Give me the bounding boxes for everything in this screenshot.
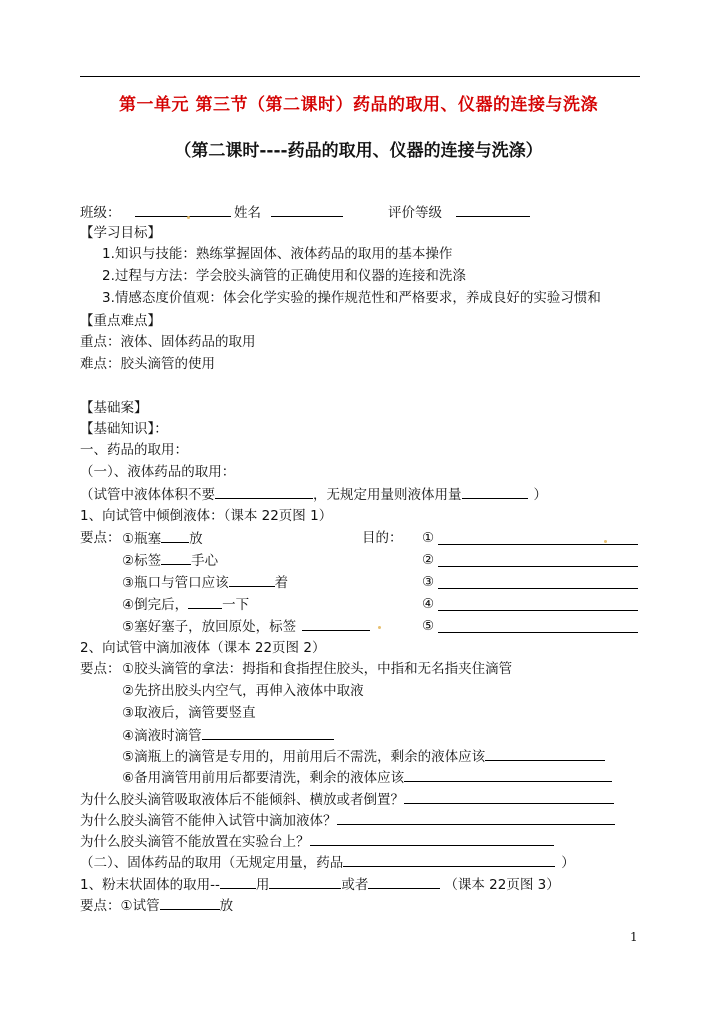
pour-point-1: ①瓶塞 放	[122, 528, 203, 549]
pour-point-5: ⑤塞好塞子，放回原处，标签	[122, 616, 370, 637]
pour-point-2: ②标签 手心	[122, 550, 218, 571]
difficulty-point: 难点：胶头滴管的使用	[80, 356, 215, 372]
class-blank[interactable]	[135, 202, 231, 217]
purpose-mark-1: ①	[422, 530, 435, 546]
goal-item: 3.情感态度价值观：体会化学实验的操作规范性和严格要求，养成良好的实验习惯和	[102, 290, 601, 306]
drop-blank-4[interactable]	[202, 725, 334, 740]
drop-point-2: ②先挤出胶头内空气，再伸入液体中取液	[122, 683, 364, 699]
note-part-b: ，无规定用量则液体用量	[313, 487, 462, 503]
purpose-mark-5: ⑤	[422, 618, 435, 634]
purpose-blank-4[interactable]	[438, 610, 638, 611]
keypoints-heading: 【重点难点】	[80, 313, 161, 329]
purpose-blank-1[interactable]	[438, 544, 638, 545]
purpose-mark-3: ③	[422, 574, 435, 590]
page-number: 1	[630, 930, 638, 944]
speck	[187, 216, 190, 219]
note-part-c: ）	[533, 487, 547, 503]
basics-heading: 【基础案】	[80, 400, 148, 416]
liquid-volume-note	[80, 484, 547, 505]
grade-label: 评价等级	[388, 205, 442, 221]
points-label-2: 要点：	[80, 661, 121, 677]
note-part-a: （试管中液体体积不要	[80, 487, 215, 503]
key-point: 重点：液体、固体药品的取用	[80, 334, 256, 350]
drop-point-4: ④滴液时滴管	[122, 725, 334, 746]
why-question-1: 为什么胶头滴管吸取液体后不能倾斜、横放或者倒置？	[80, 789, 614, 810]
pour-blank-4[interactable]	[188, 594, 222, 609]
powder-blank-3[interactable]	[160, 895, 220, 910]
grade-blank[interactable]	[456, 202, 530, 217]
name-field	[234, 202, 343, 223]
question-pour: 1、向试管中倾倒液体：（课本 22页图 1）	[80, 508, 333, 524]
why-blank-2[interactable]	[337, 810, 615, 825]
pour-blank-3[interactable]	[229, 572, 275, 587]
powder-tool-blank-2[interactable]	[368, 874, 440, 889]
drop-point-3: ③取液后，滴管要竖直	[122, 705, 256, 721]
speck	[378, 626, 381, 629]
volume-limit-blank[interactable]	[215, 484, 313, 499]
drop-point-1: ①胶头滴管的拿法：拇指和食指捏住胶头，中指和无名指夹住滴管	[122, 661, 513, 677]
why-question-2: 为什么胶头滴管不能伸入试管中滴加液体？	[80, 810, 615, 831]
why-blank-1[interactable]	[404, 789, 614, 804]
class-label: 班级：	[80, 205, 121, 221]
subsection-liquid: （一）、液体药品的取用：	[80, 464, 236, 480]
page-subtitle: （第二课时----药品的取用、仪器的连接与洗涤）	[174, 141, 543, 161]
subsection-solid: （二）、固体药品的取用（无规定用量，药品 ）	[80, 852, 575, 873]
section-1-heading: 一、药品的取用：	[80, 442, 188, 458]
drop-blank-6[interactable]	[404, 767, 612, 782]
purpose-blank-5[interactable]	[438, 632, 638, 633]
drop-point-6: ⑥备用滴管用前用后都要清洗，剩余的液体应该	[122, 767, 612, 788]
solid-blank[interactable]	[343, 852, 555, 867]
purpose-mark-4: ④	[422, 596, 435, 612]
pour-blank-2[interactable]	[161, 550, 191, 565]
purpose-blank-3[interactable]	[438, 588, 638, 589]
grade-field	[388, 202, 530, 223]
name-blank[interactable]	[271, 202, 343, 217]
default-volume-blank[interactable]	[462, 484, 528, 499]
points-label: 要点：	[80, 530, 121, 546]
powder-point-1: 要点：①试管 放	[80, 895, 233, 916]
powder-tool-blank-1[interactable]	[269, 874, 341, 889]
page-title: 第一单元 第三节（第二课时）药品的取用、仪器的连接与洗涤	[119, 95, 598, 115]
question-powder: 1、粉末状固体的取用-- 用 或者 （课本 22页图 3）	[80, 874, 560, 895]
question-drop: 2、向试管中滴加液体（课本 22页图 2）	[80, 640, 326, 656]
goal-item: 1.知识与技能：熟练掌握固体、液体药品的取用的基本操作	[102, 246, 453, 262]
why-blank-3[interactable]	[310, 831, 554, 846]
pour-point-4: ④倒完后， 一下	[122, 594, 249, 615]
purpose-mark-2: ②	[422, 552, 435, 568]
drop-point-5: ⑤滴瓶上的滴管是专用的，用前用后不需洗，剩余的液体应该	[122, 746, 605, 767]
purpose-blank-2[interactable]	[438, 566, 638, 567]
class-field	[80, 202, 231, 223]
speck	[604, 540, 607, 543]
top-rule	[80, 76, 640, 77]
pour-point-3: ③瓶口与管口应该 着	[122, 572, 288, 593]
pour-blank-5[interactable]	[302, 616, 370, 631]
pour-blank-1[interactable]	[161, 528, 189, 543]
purpose-label: 目的：	[362, 530, 403, 546]
goal-item: 2.过程与方法：学会胶头滴管的正确使用和仪器的连接和洗涤	[102, 268, 466, 284]
drop-blank-5[interactable]	[485, 746, 605, 761]
knowledge-heading: 【基础知识】：	[80, 421, 168, 437]
why-question-3: 为什么胶头滴管不能放置在实验台上？	[80, 831, 554, 852]
powder-dash	[220, 879, 256, 889]
name-label: 姓名	[234, 205, 261, 221]
goals-heading: 【学习目标】	[80, 225, 161, 241]
